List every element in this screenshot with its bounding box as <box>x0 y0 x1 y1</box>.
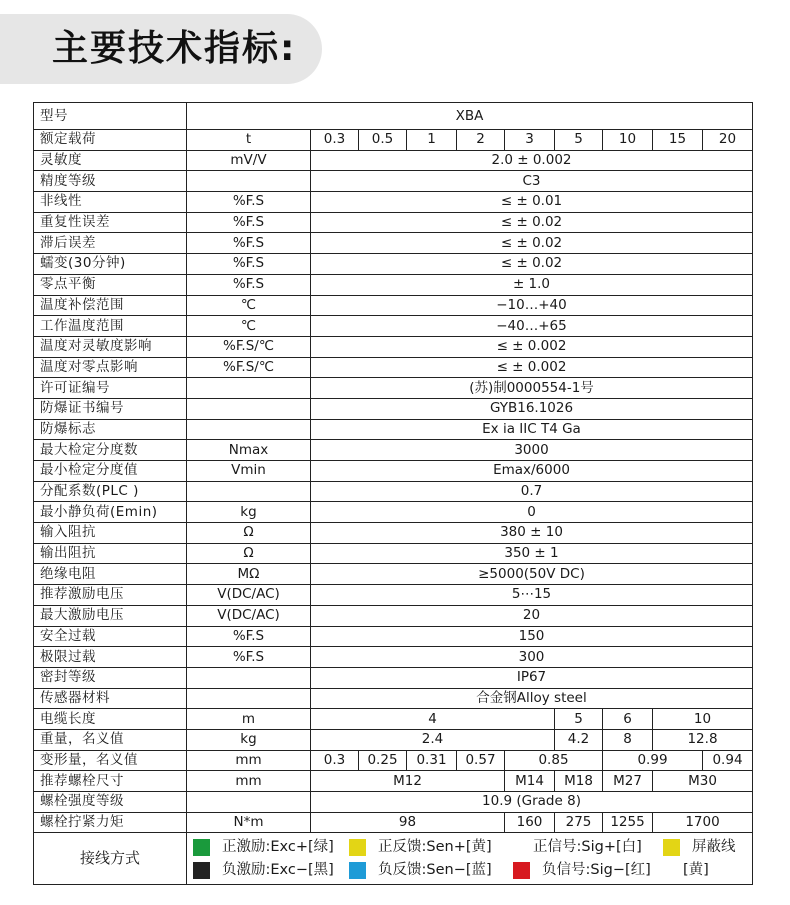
unit-cell: kg <box>187 502 311 523</box>
value-cell: GYB16.1026 <box>311 398 753 419</box>
table-row <box>34 585 753 606</box>
cable-value: 4 <box>311 709 555 730</box>
table-row-capacity <box>34 130 753 151</box>
wiring-legend <box>187 833 753 885</box>
page-title: 主要技术指标: <box>52 28 297 69</box>
table-row <box>34 688 753 709</box>
param-label: 防爆证书编号 <box>34 398 187 419</box>
table-row <box>34 502 753 523</box>
param-label: 最大激励电压 <box>34 605 187 626</box>
color-swatch-icon <box>193 839 210 856</box>
table-row <box>34 564 753 585</box>
param-label: 极限过载 <box>34 647 187 668</box>
param-label: 密封等级 <box>34 667 187 688</box>
param-label: 推荐螺栓尺寸 <box>34 771 187 792</box>
param-label: 温度对灵敏度影响 <box>34 336 187 357</box>
unit-cell: %F.S <box>187 626 311 647</box>
wiring-legend-item <box>349 859 492 881</box>
unit-cell <box>187 419 311 440</box>
param-label: 滞后误差 <box>34 233 187 254</box>
unit-cell: mm <box>187 750 311 771</box>
weight-value: 8 <box>603 729 653 750</box>
weight-value: 4.2 <box>555 729 603 750</box>
param-label: 螺栓强度等级 <box>34 792 187 813</box>
value-cell: 3000 <box>311 440 753 461</box>
table-row-weight <box>34 729 753 750</box>
table-row <box>34 316 753 337</box>
value-cell: −10…+40 <box>311 295 753 316</box>
bolt-grade-value: 10.9 (Grade 8) <box>311 792 753 813</box>
wiring-legend-text: 负信号:Sig−[红] <box>542 861 651 878</box>
table-row <box>34 481 753 502</box>
unit-cell: Ω <box>187 523 311 544</box>
deformation-value: 0.25 <box>359 750 407 771</box>
weight-value: 2.4 <box>311 729 555 750</box>
unit-cell: %F.S <box>187 274 311 295</box>
table-row <box>34 626 753 647</box>
value-cell: 20 <box>311 605 753 626</box>
value-cell: 380 ± 10 <box>311 523 753 544</box>
table-row <box>34 274 753 295</box>
wiring-legend-grid <box>187 833 752 884</box>
bolt-size-value: M27 <box>603 771 653 792</box>
param-label: 蠕变(30分钟) <box>34 254 187 275</box>
wiring-legend-item <box>349 836 492 858</box>
param-label: 零点平衡 <box>34 274 187 295</box>
capacity-value: 15 <box>653 130 703 151</box>
value-cell: 2.0 ± 0.002 <box>311 150 753 171</box>
value-cell: 300 <box>311 647 753 668</box>
value-cell: IP67 <box>311 667 753 688</box>
unit-cell <box>187 667 311 688</box>
capacity-value: 3 <box>505 130 555 151</box>
wiring-legend-item <box>663 859 709 881</box>
color-swatch-icon <box>349 839 366 856</box>
cable-value: 5 <box>555 709 603 730</box>
unit-cell <box>187 688 311 709</box>
wiring-legend-item <box>193 859 334 881</box>
unit-cell: m <box>187 709 311 730</box>
bolt-size-value: M30 <box>653 771 753 792</box>
cable-value: 10 <box>653 709 753 730</box>
torque-value: 160 <box>505 812 555 833</box>
unit-cell: %F.S/℃ <box>187 336 311 357</box>
wiring-legend-item <box>663 836 736 858</box>
value-cell: ≤ ± 0.02 <box>311 212 753 233</box>
table-row <box>34 357 753 378</box>
wiring-legend-text: 负反馈:Sen−[蓝] <box>378 861 492 878</box>
table-row <box>34 212 753 233</box>
spec-table <box>33 102 753 885</box>
unit-cell: mV/V <box>187 150 311 171</box>
capacity-value: 2 <box>457 130 505 151</box>
unit-cell <box>187 378 311 399</box>
unit-cell <box>187 398 311 419</box>
capacity-value: 10 <box>603 130 653 151</box>
table-row <box>34 440 753 461</box>
table-row <box>34 233 753 254</box>
value-cell: C3 <box>311 171 753 192</box>
value-cell: 350 ± 1 <box>311 543 753 564</box>
capacity-value: 0.5 <box>359 130 407 151</box>
value-cell: 合金钢Alloy steel <box>311 688 753 709</box>
table-row <box>34 192 753 213</box>
unit-cell: Ω <box>187 543 311 564</box>
bolt-size-value: M12 <box>311 771 505 792</box>
unit-cell <box>187 792 311 813</box>
param-label: 型号 <box>34 103 187 130</box>
value-cell: ≤ ± 0.002 <box>311 357 753 378</box>
table-row <box>34 336 753 357</box>
model-value: XBA <box>187 103 753 130</box>
weight-value: 12.8 <box>653 729 753 750</box>
wiring-legend-text: 屏蔽线 <box>692 838 736 855</box>
color-swatch-icon <box>349 862 366 879</box>
table-row <box>34 523 753 544</box>
color-swatch-icon <box>663 839 680 856</box>
unit-cell: kg <box>187 729 311 750</box>
table-row <box>34 667 753 688</box>
torque-value: 98 <box>311 812 505 833</box>
bolt-size-value: M18 <box>555 771 603 792</box>
param-label: 重量，名义值 <box>34 729 187 750</box>
param-label: 温度对零点影响 <box>34 357 187 378</box>
table-row <box>34 647 753 668</box>
table-row <box>34 419 753 440</box>
table-row-bolt-size <box>34 771 753 792</box>
unit-cell: %F.S <box>187 192 311 213</box>
unit-cell: Nmax <box>187 440 311 461</box>
capacity-value: 1 <box>407 130 457 151</box>
param-label: 推荐激励电压 <box>34 585 187 606</box>
bolt-size-value: M14 <box>505 771 555 792</box>
deformation-value: 0.57 <box>457 750 505 771</box>
unit-cell: V(DC/AC) <box>187 585 311 606</box>
wiring-legend-text: 正激励:Exc+[绿] <box>222 838 334 855</box>
unit-cell <box>187 171 311 192</box>
value-cell: ≥5000(50V DC) <box>311 564 753 585</box>
param-label: 分配系数(PLC ) <box>34 481 187 502</box>
param-label: 重复性误差 <box>34 212 187 233</box>
torque-value: 1700 <box>653 812 753 833</box>
table-row <box>34 461 753 482</box>
value-cell: (苏)制0000554-1号 <box>311 378 753 399</box>
unit-cell: t <box>187 130 311 151</box>
wiring-legend-text: [黄] <box>683 861 709 878</box>
value-cell: ≤ ± 0.02 <box>311 233 753 254</box>
deformation-value: 0.94 <box>703 750 753 771</box>
param-label: 螺栓拧紧力矩 <box>34 812 187 833</box>
param-label: 温度补偿范围 <box>34 295 187 316</box>
cable-value: 6 <box>603 709 653 730</box>
param-label: 最大检定分度数 <box>34 440 187 461</box>
param-label: 许可证编号 <box>34 378 187 399</box>
value-cell: ≤ ± 0.01 <box>311 192 753 213</box>
param-label: 额定载荷 <box>34 130 187 151</box>
wiring-legend-item <box>513 859 651 881</box>
color-swatch-icon <box>193 862 210 879</box>
unit-cell <box>187 481 311 502</box>
param-label: 安全过载 <box>34 626 187 647</box>
param-label: 灵敏度 <box>34 150 187 171</box>
unit-cell: N*m <box>187 812 311 833</box>
unit-cell: MΩ <box>187 564 311 585</box>
param-label: 电缆长度 <box>34 709 187 730</box>
deformation-value: 0.85 <box>505 750 603 771</box>
table-row <box>34 150 753 171</box>
table-row-wiring <box>34 833 753 885</box>
param-label: 变形量，名义值 <box>34 750 187 771</box>
param-label: 工作温度范围 <box>34 316 187 337</box>
deformation-value: 0.31 <box>407 750 457 771</box>
param-label: 非线性 <box>34 192 187 213</box>
table-row-torque <box>34 812 753 833</box>
param-label: 传感器材料 <box>34 688 187 709</box>
wiring-legend-text: 负激励:Exc−[黑] <box>222 861 334 878</box>
capacity-value: 5 <box>555 130 603 151</box>
value-cell: 5⋯15 <box>311 585 753 606</box>
unit-cell: %F.S/℃ <box>187 357 311 378</box>
param-label: 最小静负荷(Emin) <box>34 502 187 523</box>
deformation-value: 0.3 <box>311 750 359 771</box>
param-label: 精度等级 <box>34 171 187 192</box>
table-row <box>34 543 753 564</box>
torque-value: 1255 <box>603 812 653 833</box>
deformation-value: 0.99 <box>603 750 703 771</box>
table-row-cable-length <box>34 709 753 730</box>
wiring-legend-item <box>193 836 334 858</box>
value-cell: 0.7 <box>311 481 753 502</box>
unit-cell: ℃ <box>187 316 311 337</box>
table-row-model <box>34 103 753 130</box>
wiring-legend-text: 正反馈:Sen+[黄] <box>378 838 492 855</box>
unit-cell: %F.S <box>187 254 311 275</box>
param-label: 输出阻抗 <box>34 543 187 564</box>
table-row-bolt-grade <box>34 792 753 813</box>
wiring-legend-text: 正信号:Sig+[白] <box>533 838 642 855</box>
value-cell: Emax/6000 <box>311 461 753 482</box>
value-cell: ≤ ± 0.02 <box>311 254 753 275</box>
param-label: 输入阻抗 <box>34 523 187 544</box>
unit-cell: Vmin <box>187 461 311 482</box>
wiring-legend-item <box>513 836 642 858</box>
wiring-label: 接线方式 <box>34 833 187 885</box>
torque-value: 275 <box>555 812 603 833</box>
table-row <box>34 398 753 419</box>
table-row <box>34 171 753 192</box>
value-cell: ≤ ± 0.002 <box>311 336 753 357</box>
table-row <box>34 254 753 275</box>
unit-cell: %F.S <box>187 212 311 233</box>
param-label: 防爆标志 <box>34 419 187 440</box>
capacity-value: 20 <box>703 130 753 151</box>
unit-cell: %F.S <box>187 233 311 254</box>
capacity-value: 0.3 <box>311 130 359 151</box>
table-row <box>34 378 753 399</box>
table-row-deformation <box>34 750 753 771</box>
param-label: 绝缘电阻 <box>34 564 187 585</box>
unit-cell: V(DC/AC) <box>187 605 311 626</box>
table-row <box>34 605 753 626</box>
param-label: 最小检定分度值 <box>34 461 187 482</box>
value-cell: 150 <box>311 626 753 647</box>
value-cell: Ex ia IIC T4 Ga <box>311 419 753 440</box>
unit-cell: ℃ <box>187 295 311 316</box>
color-swatch-icon <box>513 862 530 879</box>
unit-cell: mm <box>187 771 311 792</box>
value-cell: ± 1.0 <box>311 274 753 295</box>
value-cell: 0 <box>311 502 753 523</box>
unit-cell: %F.S <box>187 647 311 668</box>
table-row <box>34 295 753 316</box>
value-cell: −40…+65 <box>311 316 753 337</box>
